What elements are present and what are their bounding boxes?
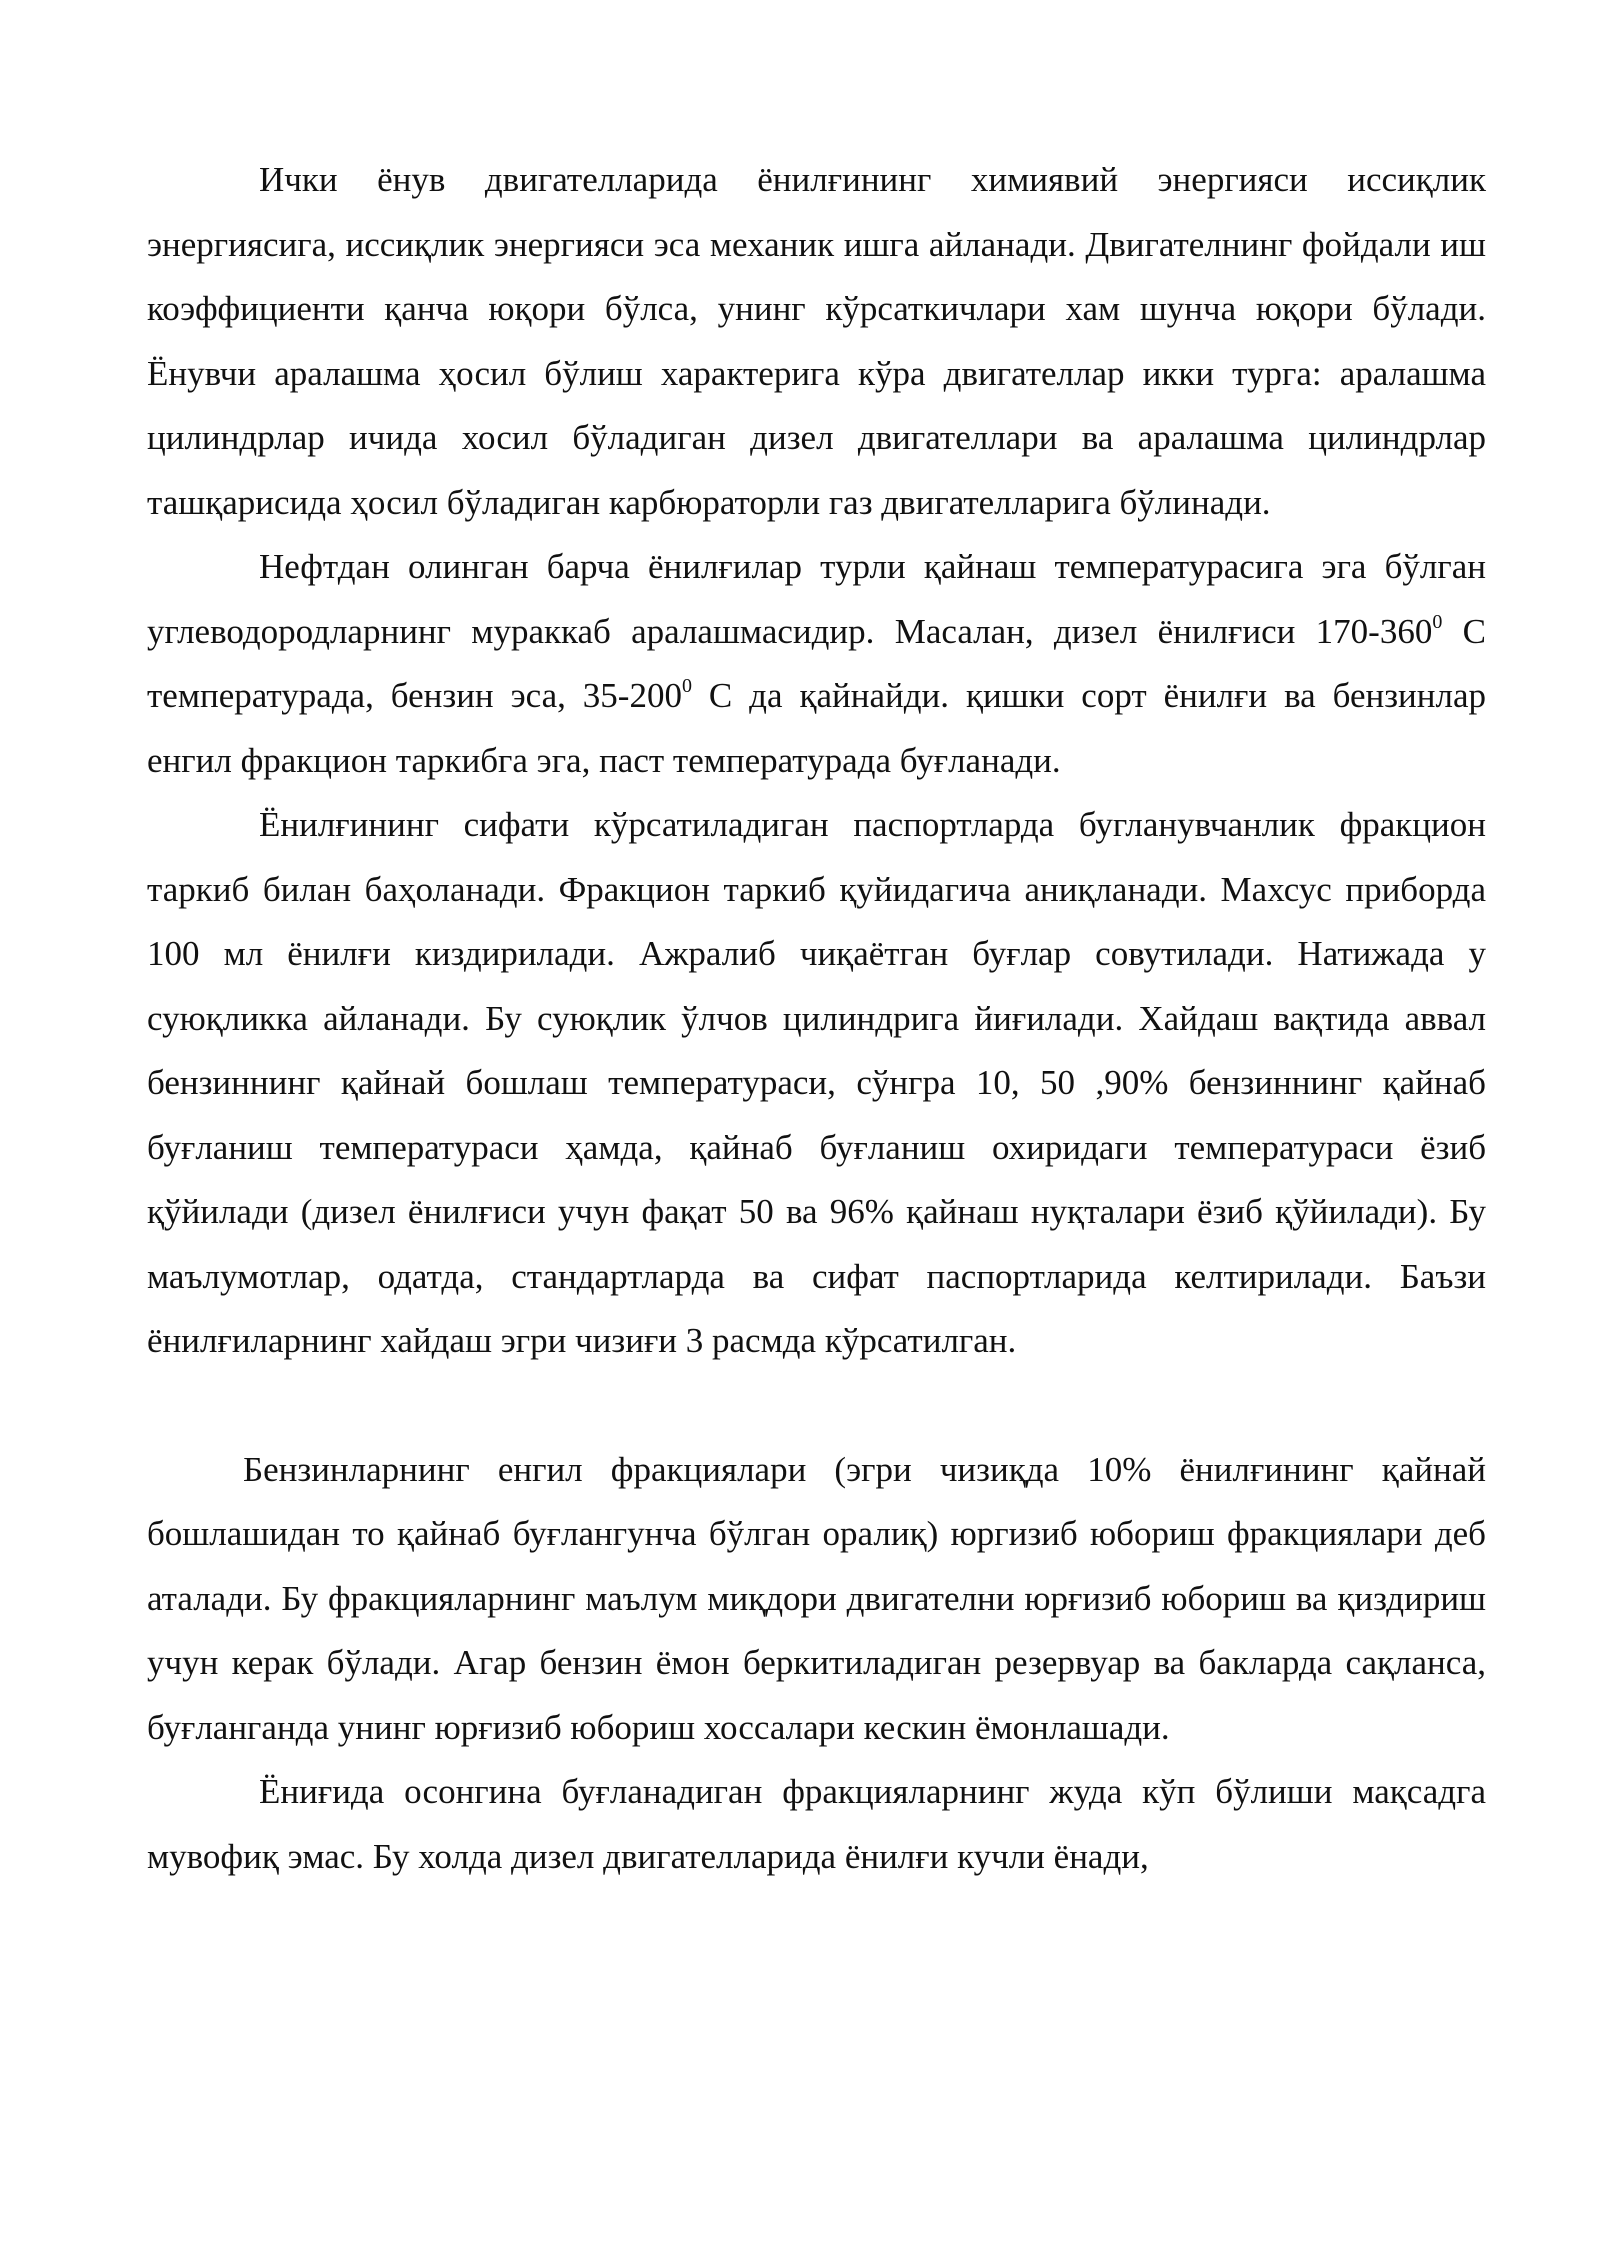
paragraph-text: Бензинларнинг енгил фракциялари (эгри чизиқда 10% ёнилғининг қайнай бошлашидан то қайнаб буғлангунча бўлган оралиқ) юргизиб юбориш фракциялари деб аталади. Бу фракцияларнинг маълум миқдори двигателни юрғизиб юбориш ва қиздириш учун керак бўлади. Агар бензин ёмон беркитиладиган резервуар ва бакларда сақланса, буғланганда унинг юрғизиб юбориш хоссалари кескин ёмонлашади.	[147, 1449, 1486, 1747]
paragraph-text: Ёниғида осонгина буғланадиган фракцияларнинг жуда кўп бўлиши мақсадга мувофиқ эмас. Бу холда дизел двигателларида ёнилғи кучли ёнади,	[147, 1772, 1486, 1876]
paragraph-gap	[147, 1374, 1486, 1438]
paragraph-light-fractions	[147, 1438, 1486, 1761]
paragraph-text: Ички ёнув двигателларида ёнилғининг химиявий энергияси иссиқлик энергиясига, иссиқлик энергияси эса механик ишга айланади. Двигателнинг фойдали иш коэффициенти қанча юқори бўлса, унинг кўрсаткичлари хам шунча юқори бўлади. Ёнувчи аралашма ҳосил бўлиш характерига кўра двигателлар икки турга: аралашма цилиндрлар ичида хосил бўладиган дизел двигателлари ва аралашма цилиндрлар ташқарисида ҳосил бўладиган карбюраторли газ двигателларига бўлинади.	[147, 160, 1486, 522]
degree-superscript: 0	[1432, 610, 1443, 633]
paragraph-text-part: С температурада, бензин эса, 35-200	[147, 611, 1486, 715]
paragraph-engine-energy	[147, 148, 1486, 535]
paragraph-text: Ёнилғининг сифати кўрсатиладиган паспортларда бугланувчанлик фракцион таркиб билан баҳоланади. Фракцион таркиб қуйидагича аниқланади. Махсус приборда 100 мл ёнилғи киздирилади. Ажралиб чиқаётган буғлар совутилади. Натижада у суюқликка айланади. Бу суюқлик ўлчов цилиндрига йиғилади. Хайдаш вақтида аввал бензиннинг қайнай бошлаш температураси, сўнгра 10, 50 ,90% бензиннинг қайнаб буғланиш температураси ҳамда, қайнаб буғланиш охиридаги температураси ёзиб қўйилади (дизел ёнилғиси учун фақат 50 ва 96% қайнаш нуқталари ёзиб қўйилади). Бу маълумотлар, одатда, стандартларда ва сифат паспортларида келтирилади. Баъзи ёнилғиларнинг хайдаш эгри чизиғи 3 расмда кўрсатилган.	[147, 805, 1486, 1360]
paragraph-text-part: Нефтдан олинган барча ёнилғилар турли қайнаш температурасига эга бўлган углеводородларнинг мураккаб аралашмасидир. Масалан, дизел ёнилғиси 170-360	[147, 547, 1486, 651]
paragraph-text-part: С да қайнайди. қишки сорт ёнилғи ва бензинлар енгил фракцион таркибга эга, паст температурада буғланади.	[147, 676, 1487, 780]
document-body	[147, 148, 1486, 1889]
paragraph-fractional-composition	[147, 793, 1486, 1374]
paragraph-volatile-fractions	[147, 1760, 1486, 1889]
degree-superscript: 0	[681, 675, 692, 698]
paragraph-fuel-composition	[147, 535, 1486, 793]
